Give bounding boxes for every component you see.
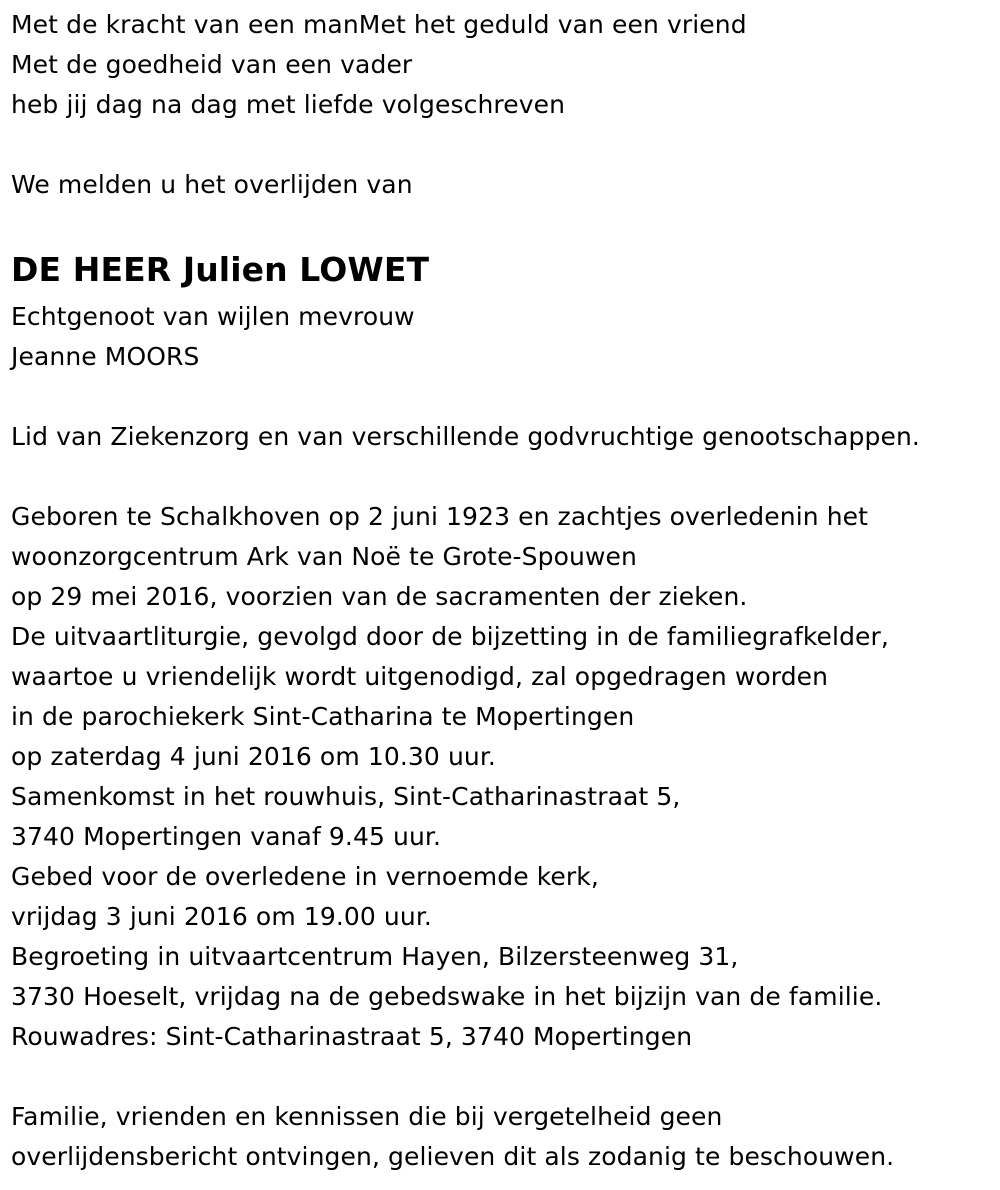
detail-line: Begroeting in uitvaartcentrum Hayen, Bilzersteenweg 31, — [11, 942, 739, 971]
detail-line: woonzorgcentrum Ark van Noë te Grote-Spouwen — [11, 542, 637, 571]
poem-line: heb jij dag na dag met liefde volgeschreven — [11, 90, 566, 119]
spouse-info — [11, 297, 1000, 377]
closing-line: overlijdensbericht ontvingen, gelieven dit als zodanig te beschouwen. — [11, 1142, 895, 1171]
spouse-line: Echtgenoot van wijlen mevrouw — [11, 302, 415, 331]
closing-note — [11, 1097, 1000, 1177]
spacer — [11, 457, 1000, 497]
detail-line: Rouwadres: Sint-Catharinastraat 5, 3740 Mopertingen — [11, 1022, 693, 1051]
detail-line: vrijdag 3 juni 2016 om 19.00 uur. — [11, 902, 432, 931]
spacer — [11, 205, 1000, 245]
detail-line: waartoe u vriendelijk wordt uitgenodigd, zal opgedragen worden — [11, 662, 829, 691]
detail-line: op 29 mei 2016, voorzien van de sacramenten der zieken. — [11, 582, 748, 611]
membership-text: Lid van Ziekenzorg en van verschillende godvruchtige genootschappen. — [11, 422, 920, 451]
poem — [11, 5, 1000, 125]
closing-line: Familie, vrienden en kennissen die bij vergetelheid geen — [11, 1102, 723, 1131]
detail-line: Geboren te Schalkhoven op 2 juni 1923 en zachtjes overledenin het — [11, 502, 869, 531]
spacer — [11, 377, 1000, 417]
deceased-name: DE HEER Julien LOWET — [11, 250, 430, 289]
spacer — [11, 1057, 1000, 1097]
detail-line: 3740 Mopertingen vanaf 9.45 uur. — [11, 822, 442, 851]
detail-line: Samenkomst in het rouwhuis, Sint-Catharinastraat 5, — [11, 782, 681, 811]
detail-line: in de parochiekerk Sint-Catharina te Mopertingen — [11, 702, 635, 731]
spouse-line: Jeanne MOORS — [11, 342, 200, 371]
poem-line: Met de kracht van een manMet het geduld van een vriend — [11, 10, 747, 39]
funeral-details — [11, 497, 1000, 1057]
detail-line: op zaterdag 4 juni 2016 om 10.30 uur. — [11, 742, 496, 771]
detail-line: Gebed voor de overledene in vernoemde kerk, — [11, 862, 599, 891]
detail-line: 3730 Hoeselt, vrijdag na de gebedswake in het bijzijn van de familie. — [11, 982, 883, 1011]
detail-line: De uitvaartliturgie, gevolgd door de bijzetting in de familiegrafkelder, — [11, 622, 889, 651]
poem-line: Met de goedheid van een vader — [11, 50, 413, 79]
announcement-text: We melden u het overlijden van — [11, 170, 413, 199]
spacer — [11, 125, 1000, 165]
